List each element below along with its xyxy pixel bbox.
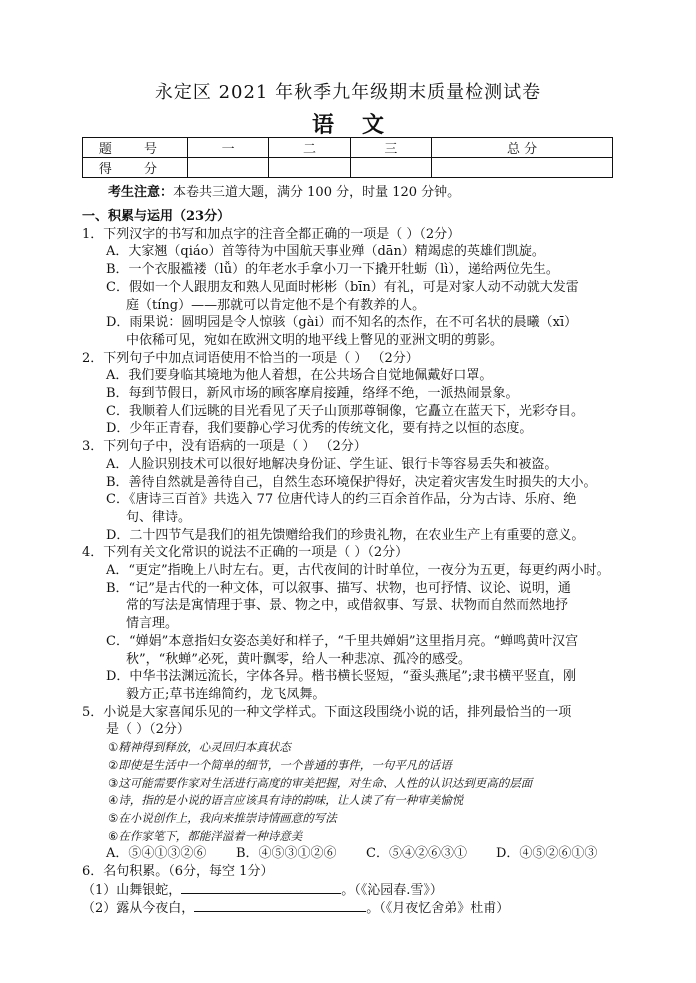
table-row: [83, 158, 613, 178]
section-heading: 一、积累与运用（23分）: [82, 209, 231, 224]
notice-label: 考生注意：: [108, 185, 174, 200]
fill-line-2: [82, 899, 622, 918]
option-d: D．中华书法渊远流长，字体各异。楷书横长竖短，“蚕头燕尾”;隶书横平竖直，刚: [106, 669, 577, 685]
score-table: [82, 137, 613, 178]
option-b: B．善待自然就是善待自己，自然生态环境保护得好，决定着灾害发生时损失的大小。: [106, 474, 597, 490]
question-stem-cont: 是（ ）（2分）: [106, 722, 190, 738]
table-cell: 总 分: [432, 138, 613, 158]
option-b: B．一个衣服褴褛（lǚ）的年老水手拿小刀一下撬开牡蛎（lì），递给两位先生。: [106, 262, 559, 278]
sentence-5: ⑤在小说创作上，我向来推崇诗情画意的写法: [108, 810, 337, 825]
option-a: A．大家翘（qiáo）首等待为中国航天事业殚（dān）精竭虑的英雄们凯旋。: [106, 244, 545, 260]
question-stem: 5．小说是大家喜闻乐见的一种文学样式。下面这段围绕小说的话，排列最恰当的一项: [82, 704, 572, 720]
fill-prefix: （2）露从今夜白，: [82, 901, 195, 917]
option-b: B．每到节假日，新风市场的顾客摩肩接踵，络绎不绝，一派热闹景象。: [106, 386, 519, 402]
table-cell: 二: [269, 138, 350, 158]
candidate-notice: [108, 181, 460, 200]
answer-options: [82, 845, 622, 863]
exam-content: [82, 208, 622, 918]
sentence-6: ⑥在作家笔下，都能洋溢着一种诗意美: [108, 828, 303, 843]
score-input-cell[interactable]: [188, 158, 269, 178]
option-d-cont: 中依稀可见，宛如在欧洲文明的地平线上瞥见的亚洲文明的剪影。: [126, 332, 504, 348]
table-cell: 题 号: [83, 138, 188, 158]
table-cell: 三: [350, 138, 431, 158]
score-input-cell[interactable]: [432, 158, 613, 178]
option-c: C．假如一个人跟朋友和熟人见面时彬彬（bīn）有礼，可是对家人动不动就大发雷: [106, 279, 579, 295]
table-cell: 一: [188, 138, 269, 158]
option-a: A．我们要身临其境地为他人着想，在公共场合自觉地佩戴好口罩。: [106, 368, 493, 384]
option-c: C．《唐诗三百首》共选入 77 位唐代诗人的约三百余首作品，分为古诗、乐府、绝: [106, 492, 577, 508]
option-a: A．人脸识别技术可以很好地解决身份证、学生证、银行卡等容易丢失和被盗。: [106, 456, 558, 472]
score-input-cell[interactable]: [350, 158, 431, 178]
fill-suffix: 。（《沁园春.雪》）: [341, 882, 443, 898]
option-c-cont: 句、律诗。: [126, 509, 192, 525]
option-b-cont: 常的写法是寓情理于事、景、物之中，或借叙事、写景、状物而自然而然地抒: [126, 598, 569, 614]
question-stem: 3．下列句子中，没有语病的一项是（ ） （2分）: [82, 439, 367, 455]
option-a: A．“更定”指晚上八时左右。更，古代夜间的计时单位，一夜分为五更，每更约两小时。: [106, 563, 610, 579]
option-d: D．少年正青春，我们要静心学习优秀的传统文化，要有持之以恒的态度。: [106, 421, 533, 437]
option-b-cont: 情言理。: [126, 616, 179, 632]
option-c-cont: 秋”，“秋蝉”必死，黄叶飘零，给人一种悲凉、孤冷的感受。: [126, 651, 471, 667]
option-d: D．二十四节气是我们的祖先馈赠给我们的珍贵礼物，在农业生产上有重要的意义。: [106, 527, 585, 543]
table-cell: 得 分: [83, 158, 188, 178]
answer-blank[interactable]: [181, 881, 341, 894]
answer-blank[interactable]: [194, 899, 366, 912]
subject-title: 语文: [311, 112, 412, 138]
sentence-4: ④诗，指的是小说的语言应该具有诗的韵味，让人读了有一种审美愉悦: [108, 793, 464, 808]
score-input-cell[interactable]: [269, 158, 350, 178]
question-stem: 2．下列句子中加点词语使用不恰当的一项是（ ） （2分）: [82, 350, 419, 366]
fill-line-1: [82, 881, 622, 900]
notice-text: 本卷共三道大题，满分 100 分，时量 120 分钟。: [173, 185, 461, 200]
option-b: B．“记”是古代的一种文体，可以叙事、描写、状物，也可抒情、议论、说明，通: [106, 580, 571, 596]
question-stem: 1．下列汉字的书写和加点字的注音全都正确的一项是（ ）（2分）: [82, 226, 461, 242]
option-c: C．⑤④②⑥③①: [366, 846, 467, 862]
question-stem: 6．名句积累。（6分，每空 1分）: [82, 864, 274, 880]
sentence-2: ②即使是生活中一个简单的细节，一个普通的事件，一句平凡的话语: [108, 757, 452, 772]
table-row: [83, 138, 613, 158]
option-c: C．我顺着人们远眺的目光看见了天子山顶那尊铜像，它矗立在蓝天下，光彩夺目。: [106, 403, 584, 419]
option-b: B．④⑤③①②⑥: [236, 846, 337, 862]
sentence-1: ①精神得到释放，心灵回归本真状态: [108, 740, 291, 755]
exam-title: 永定区 2021 年秋季九年级期末质量检测试卷: [154, 82, 542, 103]
option-c-cont: 庭（tíng）——那就可以肯定他不是个有教养的人。: [126, 297, 426, 313]
option-a: A．⑤④①③②⑥: [106, 846, 207, 862]
fill-suffix: 。（《月夜忆舍弟》杜甫）: [366, 901, 510, 917]
option-d: D．雨果说：圆明园是令人惊骇（gài）而不知名的杰作，在不可名状的晨曦（xī）: [106, 315, 578, 331]
option-c: C．“婵娟”本意指妇女姿态美好和样子，“千里共婵娟”这里指月亮。“蝉鸣黄叶汉宫: [106, 633, 579, 649]
fill-prefix: （1）山舞银蛇，: [82, 882, 182, 898]
option-d-cont: 毅方正;草书连绵简约，龙飞凤舞。: [126, 686, 326, 702]
sentence-3: ③这可能需要作家对生活进行高度的审美把握，对生命、人性的认识达到更高的层面: [108, 775, 533, 790]
question-stem: 4．下列有关文化常识的说法不正确的一项是（ ）（2分）: [82, 545, 409, 561]
option-d: D．④⑤②⑥①③: [496, 846, 598, 862]
